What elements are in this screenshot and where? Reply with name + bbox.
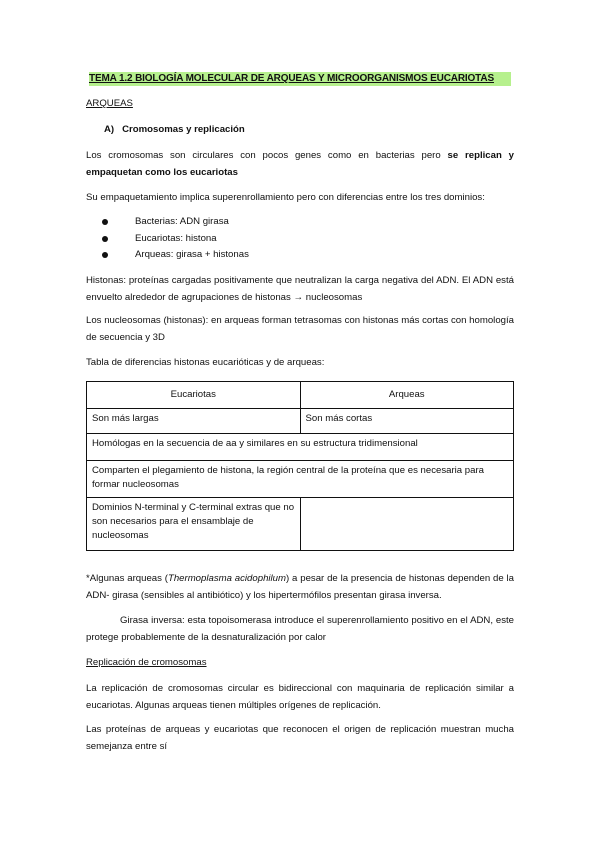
list-item: Bacterias: ADN girasa [102,214,249,231]
table-row [87,434,514,461]
replication-heading: Replicación de cromosomas [86,657,207,668]
paragraph-histones: Histonas: proteínas cargadas positivamente que neutralizan la carga negativa del ADN. El ADN está envuelto alrededor de agrupaciones de histonas → nucleosomas [86,275,514,303]
table-header-row [87,382,514,409]
paragraph-chromosomes [86,148,514,181]
paragraph-chromosomes-bold: se replican y empaquetan como los eucariotas [86,150,514,178]
document-title: TEMA 1.2 BIOLOGÍA MOLECULAR DE ARQUEAS Y MICROORGANISMOS EUCARIOTAS [89,72,511,86]
section-heading: ARQUEAS [86,98,133,109]
domains-list [102,214,249,264]
species-name: Thermoplasma acidophilum [167,573,286,584]
table-header-arqueas: Arqueas [300,382,514,409]
table-cell [300,498,514,551]
paragraph-chromosomes-text: Los cromosomas son circulares con pocos genes como en bacterias pero [86,150,448,161]
table-row [87,409,514,434]
table-header-eucariotas: Eucariotas [87,382,301,409]
table-cell: Dominios N-terminal y C-terminal extras que no son necesarios para el ensamblaje de nucleosomas [87,498,301,551]
note-paragraph: *Algunas arqueas (Thermoplasma acidophilum) a pesar de la presencia de histonas dependen de la ADN- girasa (sensibles al antibiótico) y los hipertermófilos presentan girasa inversa. [86,573,514,601]
list-item: Arqueas: girasa + histonas [102,247,249,264]
table-cell: Son más largas [87,409,301,434]
paragraph-packaging: Su empaquetamiento implica superenrollamiento pero con diferencias entre los tres dominios: [86,192,485,203]
paragraph-replication: La replicación de cromosomas circular es bidireccional con maquinaria de replicación similar a eucariotas. Algunas arqueas tienen múltiples orígenes de replicación. [86,683,514,711]
paragraph-inverse-gyrase: Girasa inversa: esta topoisomerasa introduce el superenrollamiento positivo en el ADN, este protege probablemente de la desnaturalización por calor [86,615,514,643]
bullet-icon [102,219,108,225]
subsection-heading: A) Cromosomas y replicación [104,124,245,135]
table-cell: Comparten el plegamiento de histona, la región central de la proteína que es necesaria para formar nucleosomas [87,461,514,498]
table-caption: Tabla de diferencias histonas eucarióticas y de arqueas: [86,357,325,368]
histone-comparison-table [86,381,514,551]
table-cell: Homólogas en la secuencia de aa y similares en su estructura tridimensional [87,434,514,461]
table-row [87,461,514,498]
paragraph-nucleosomes: Los nucleosomas (histonas): en arqueas forman tetrasomas con histonas más cortas con homología de secuencia y 3D [86,315,514,343]
table-row [87,498,514,551]
bullet-icon [102,252,108,258]
paragraph-origin-proteins: Las proteínas de arqueas y eucariotas que reconocen el origen de replicación muestran mucha semejanza entre sí [86,724,514,752]
table-cell: Son más cortas [300,409,514,434]
bullet-icon [102,236,108,242]
list-item: Eucariotas: histona [102,231,249,248]
